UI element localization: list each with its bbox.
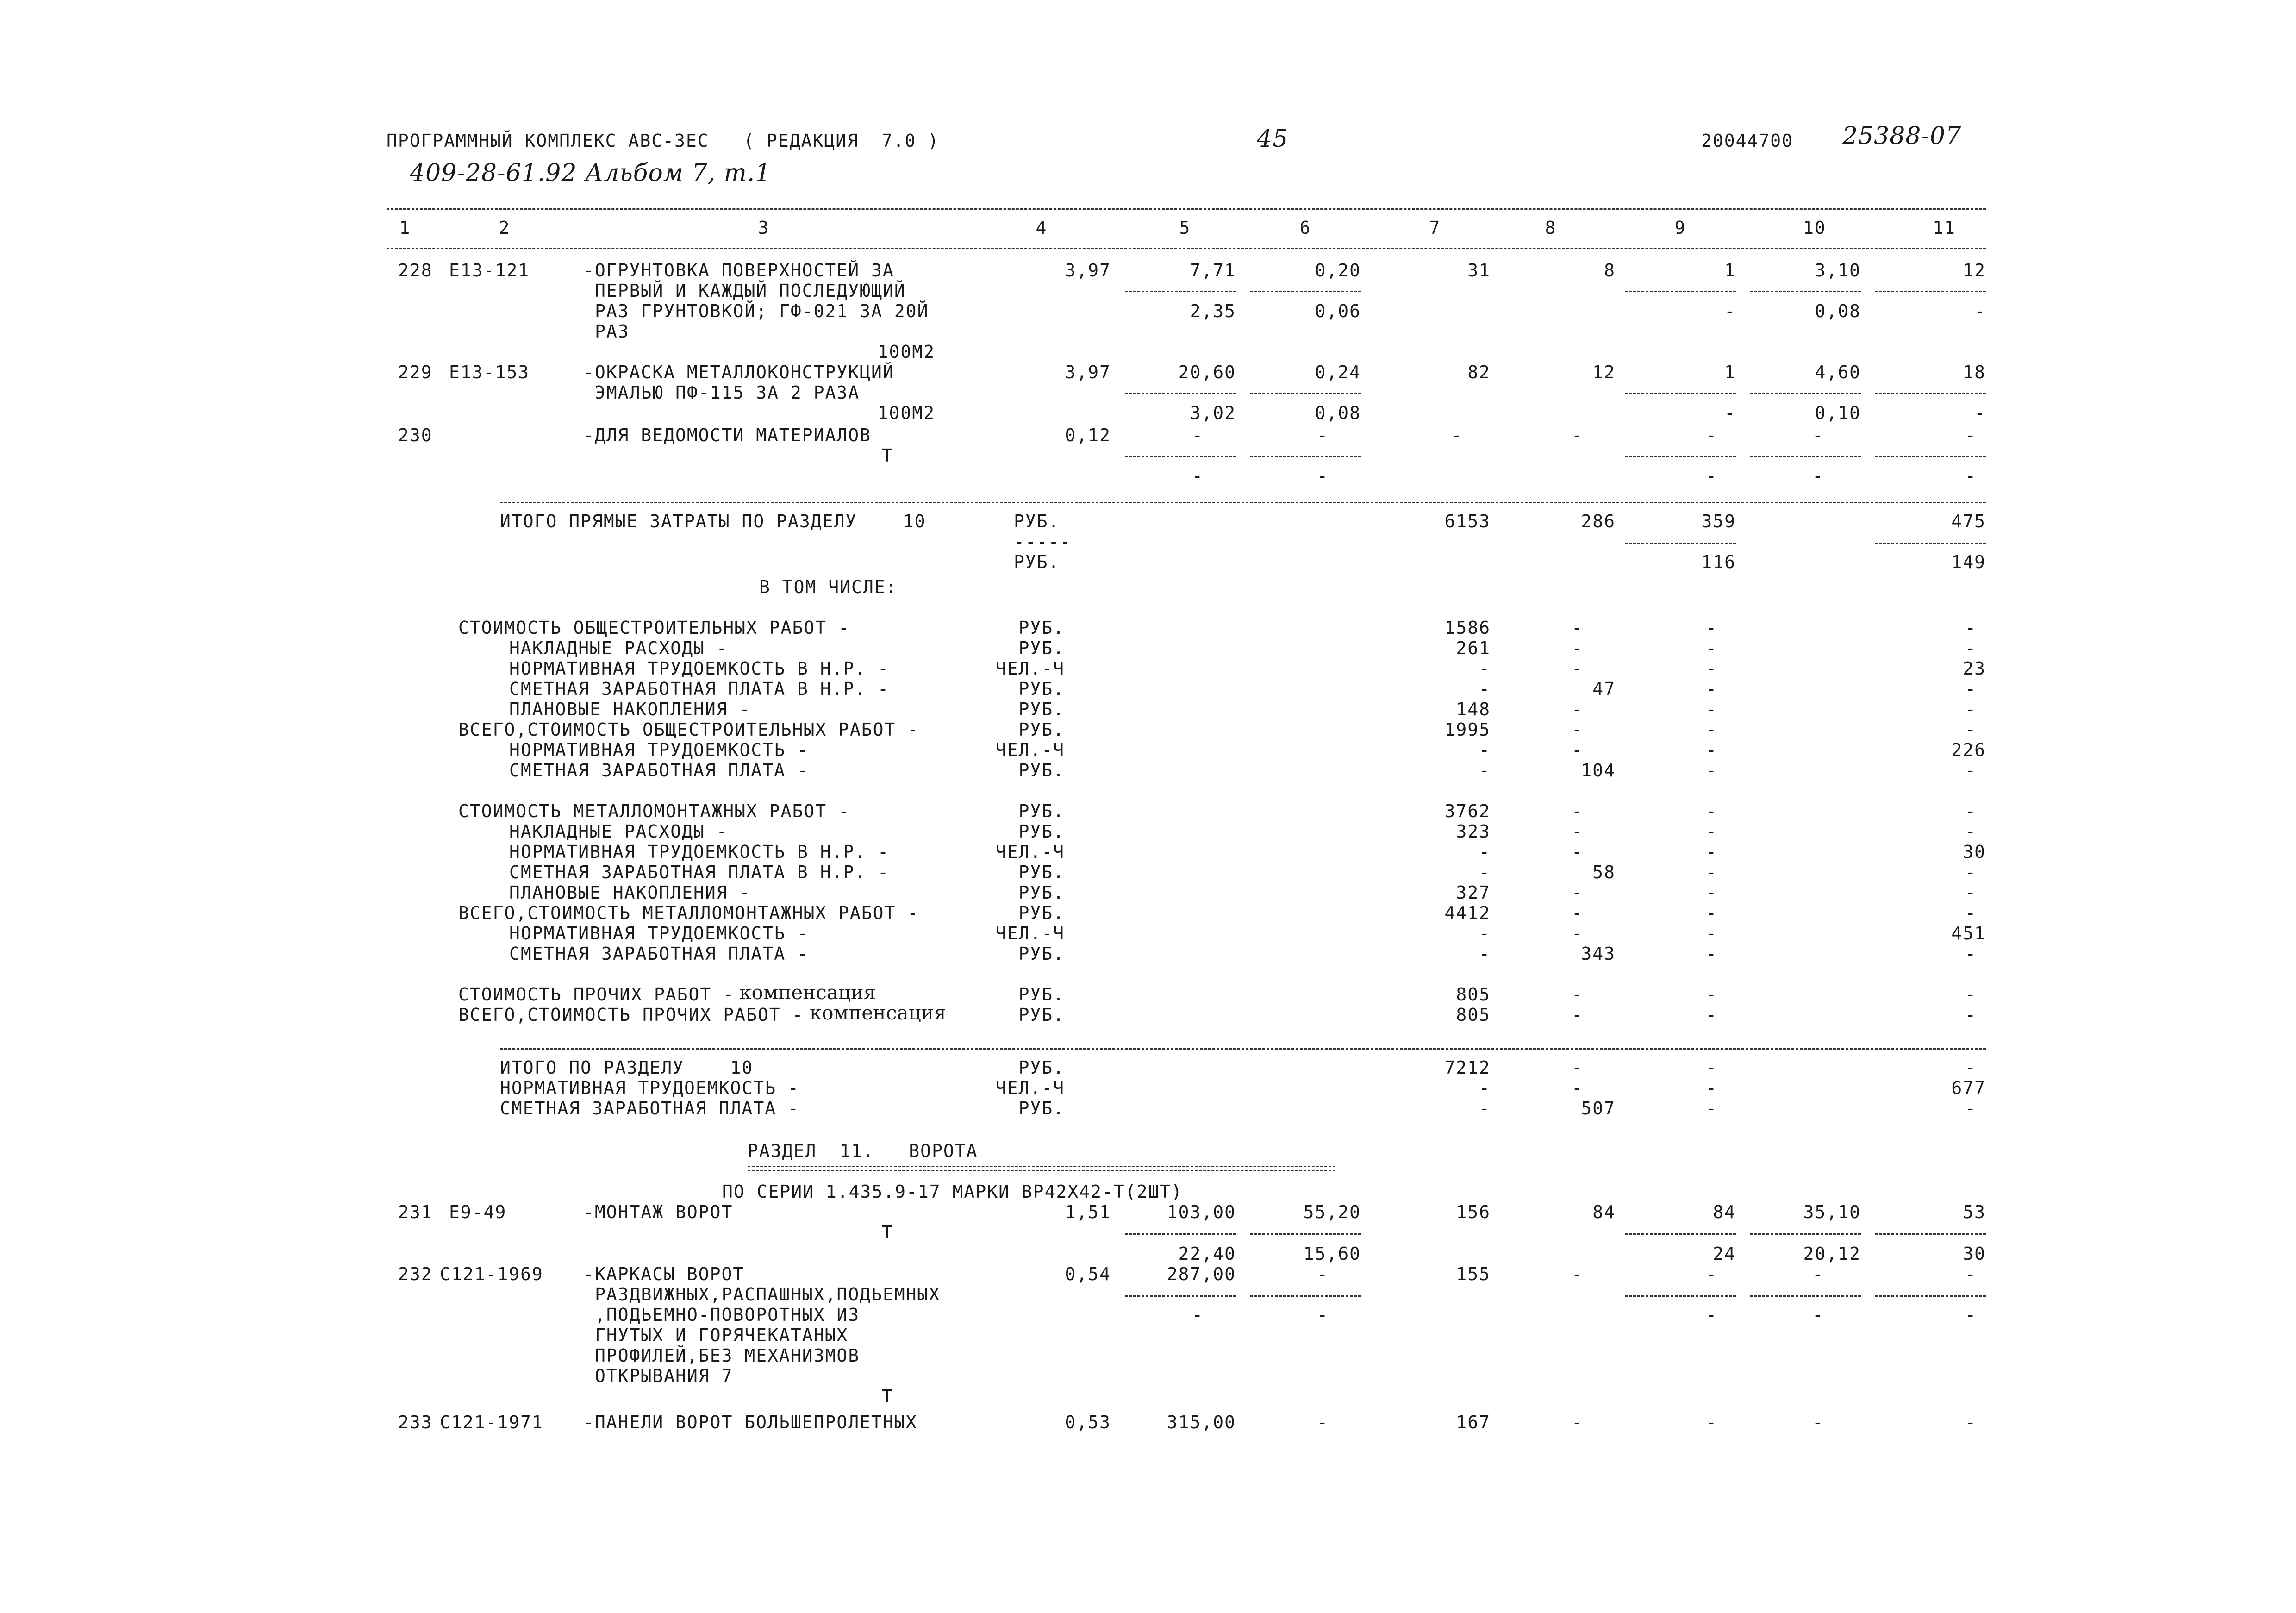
measure-unit: РУБ.	[1018, 1098, 1065, 1119]
total-cost: 4412	[1444, 903, 1491, 923]
subtotal-rule	[1750, 291, 1861, 292]
document-number: 25388-07	[1842, 122, 1962, 150]
total-cost: 805	[1456, 1005, 1491, 1025]
subtotal-rule	[1625, 1233, 1736, 1235]
total-cost: 31	[1467, 260, 1491, 281]
machine-wages: -	[1706, 466, 1717, 486]
header-bottom-rule	[387, 248, 1986, 249]
series-line: ПО СЕРИИ 1.435.9-17 МАРКИ ВР42Х42-Т(2ШТ)	[722, 1182, 1183, 1202]
measure-unit: ЧЕЛ.-Ч	[995, 923, 1065, 944]
labour-total: 30	[1963, 842, 1986, 862]
direct-costs-label: ИТОГО ПРЯМЫЕ ЗАТРАТЫ ПО РАЗДЕЛУ 10	[500, 511, 926, 531]
rate-code: E9-49	[449, 1202, 507, 1222]
total-wages: -	[1572, 903, 1583, 923]
total-cost: -	[1479, 944, 1491, 964]
measure-unit: Т	[882, 1386, 893, 1407]
labour-total: -	[1965, 1264, 1977, 1284]
summary-label: СТОИМОСТЬ ОБЩЕСТРОИТЕЛЬНЫХ РАБОТ -	[458, 618, 850, 638]
labour-unit-machines: -	[1812, 466, 1824, 486]
unit-price-wages: -	[1192, 466, 1204, 486]
labour-total: 677	[1951, 1078, 1986, 1098]
subtotal-rule	[1750, 456, 1861, 457]
unit-price-wages: -	[1192, 1305, 1204, 1325]
work-description-line: ГНУТЫХ И ГОРЯЧЕКАТАНЫХ	[595, 1325, 849, 1345]
total-machines: 84	[1713, 1202, 1736, 1222]
total-machines: 359	[1701, 511, 1736, 531]
subtotal-rule	[1625, 1295, 1736, 1297]
total-wages: -	[1572, 658, 1583, 679]
work-description-line: РАЗДВИЖНЫХ,РАСПАШНЫХ,ПОДЬЕМНЫХ	[595, 1284, 941, 1305]
summary-label: ВСЕГО,СТОИМОСТЬ ОБЩЕСТРОИТЕЛЬНЫХ РАБОТ -	[458, 719, 919, 740]
unit-price-wages: 2,35	[1190, 301, 1236, 321]
total-machines: -	[1706, 944, 1717, 964]
total-wages: 12	[1592, 362, 1616, 382]
labour-unit: 35,10	[1803, 1202, 1861, 1222]
measure-unit: РУБ.	[1018, 984, 1065, 1005]
measure-unit: РУБ.	[1018, 882, 1065, 903]
summary-label: НАКЛАДНЫЕ РАСХОДЫ -	[509, 821, 728, 842]
total-wages: -	[1572, 699, 1583, 719]
labour-unit-machines: 0,10	[1815, 403, 1861, 423]
total-cost: 805	[1456, 984, 1491, 1005]
labour-unit: -	[1812, 1412, 1824, 1432]
total-wages: -	[1572, 1412, 1583, 1432]
row-number: 233	[398, 1412, 433, 1432]
total-cost: -	[1479, 923, 1491, 944]
page-number: 45	[1257, 125, 1289, 153]
subtotal-rule	[1750, 393, 1861, 394]
unit-price-machine-wages: -	[1317, 466, 1329, 486]
total-cost: 323	[1456, 821, 1491, 842]
unit-price-machines: -	[1317, 425, 1329, 445]
total-machines: 1	[1724, 260, 1736, 281]
total-cost: -	[1479, 679, 1491, 699]
currency-unit: РУБ.	[1014, 552, 1060, 572]
measure-unit: РУБ.	[1018, 638, 1065, 658]
measure-unit: ЧЕЛ.-Ч	[995, 740, 1065, 760]
unit-price-machines: 55,20	[1303, 1202, 1361, 1222]
total-wages: -	[1572, 801, 1583, 821]
total-machines: -	[1706, 658, 1717, 679]
total-wages: 343	[1581, 944, 1616, 964]
work-description: -ПАНЕЛИ ВОРОТ БОЛЬШЕПРОЛЕТНЫХ	[583, 1412, 917, 1432]
subtotal-rule	[1625, 543, 1736, 544]
labour-total: -	[1965, 618, 1977, 638]
measure-unit: Т	[882, 445, 893, 466]
measure-unit: РУБ.	[1018, 760, 1065, 781]
summary-label: НОРМАТИВНАЯ ТРУДОЕМКОСТЬ -	[509, 740, 809, 760]
summary-label: ВСЕГО,СТОИМОСТЬ МЕТАЛЛОМОНТАЖНЫХ РАБОТ -	[458, 903, 919, 923]
total-wages: -	[1572, 740, 1583, 760]
work-description: -ОКРАСКА МЕТАЛЛОКОНСТРУКЦИЙ	[583, 362, 894, 382]
total-machines: -	[1706, 1098, 1717, 1119]
total-wages: -	[1572, 984, 1583, 1005]
subtotal-rule	[1250, 393, 1361, 394]
column-header: 4	[1036, 218, 1048, 238]
summary-label: НОРМАТИВНАЯ ТРУДОЕМКОСТЬ -	[500, 1078, 799, 1098]
total-machines: 1	[1724, 362, 1736, 382]
subtotal-rule	[1625, 291, 1736, 292]
quantity: 0,12	[1065, 425, 1111, 445]
total-cost: -	[1479, 1098, 1491, 1119]
total-wages: -	[1572, 882, 1583, 903]
column-header: 7	[1429, 218, 1441, 238]
subtotal-rule	[1875, 456, 1986, 457]
unit-price: 7,71	[1190, 260, 1236, 281]
labour-total: -	[1965, 821, 1977, 842]
total-cost: -	[1479, 1078, 1491, 1098]
summary-label: ПЛАНОВЫЕ НАКОПЛЕНИЯ -	[509, 882, 751, 903]
currency-unit: РУБ.	[1014, 511, 1060, 531]
subtotal-rule	[1125, 1295, 1236, 1297]
total-cost: 167	[1456, 1412, 1491, 1432]
total-machines: -	[1706, 903, 1717, 923]
measure-unit: ЧЕЛ.-Ч	[995, 658, 1065, 679]
row-number: 231	[398, 1202, 433, 1222]
work-description-line: ПРОФИЛЕЙ,БЕЗ МЕХАНИЗМОВ	[595, 1345, 860, 1366]
summary-label: СТОИМОСТЬ ПРОЧИХ РАБОТ -	[458, 984, 735, 1005]
labour-total: -	[1965, 679, 1977, 699]
row-number: 232	[398, 1264, 433, 1284]
labour-total-machines: -	[1974, 301, 1986, 321]
total-machines: -	[1706, 425, 1717, 445]
subtotal-rule	[1125, 393, 1236, 394]
measure-unit: РУБ.	[1018, 1005, 1065, 1025]
subtotal-rule	[1625, 393, 1736, 394]
labour-total-machines: -	[1965, 1305, 1977, 1325]
labour-total: -	[1965, 699, 1977, 719]
work-description: -ОГРУНТОВКА ПОВЕРХНОСТЕЙ ЗА	[583, 260, 894, 281]
unit-price: 20,60	[1178, 362, 1236, 382]
labour-unit-machines: 20,12	[1803, 1244, 1861, 1264]
labour-total-machines: -	[1965, 466, 1977, 486]
labour-total: -	[1965, 1005, 1977, 1025]
measure-unit: РУБ.	[1018, 862, 1065, 882]
labour-total: -	[1965, 638, 1977, 658]
total-wages: -	[1572, 1057, 1583, 1078]
column-header: 6	[1299, 218, 1311, 238]
column-header: 8	[1545, 218, 1557, 238]
unit-price-wages: 3,02	[1190, 403, 1236, 423]
machine-wages: -	[1706, 1305, 1717, 1325]
subtotal-rule	[1250, 1233, 1361, 1235]
total-machines: -	[1706, 719, 1717, 740]
row-number: 229	[398, 362, 433, 382]
measure-unit: РУБ.	[1018, 801, 1065, 821]
unit-price: 315,00	[1167, 1412, 1236, 1432]
subtotal-rule	[1250, 1295, 1361, 1297]
labour-total: 451	[1951, 923, 1986, 944]
total-machines: -	[1706, 801, 1717, 821]
labour-unit: -	[1812, 1264, 1824, 1284]
subtotal-rule	[1875, 393, 1986, 394]
total-machines: -	[1706, 984, 1717, 1005]
total-machines: -	[1706, 1078, 1717, 1098]
labour-total: -	[1965, 1057, 1977, 1078]
rate-code: E13-121	[449, 260, 530, 281]
labour-total: -	[1965, 719, 1977, 740]
subtotal-rule	[1625, 456, 1736, 457]
measure-unit: РУБ.	[1018, 821, 1065, 842]
total-cost: -	[1479, 760, 1491, 781]
labour-total: 23	[1963, 658, 1986, 679]
unit-price-machines: 0,24	[1315, 362, 1361, 382]
summary-label: СМЕТНАЯ ЗАРАБОТНАЯ ПЛАТА -	[509, 944, 809, 964]
work-description-line: ПЕРВЫЙ И КАЖДЫЙ ПОСЛЕДУЮЩИЙ	[595, 281, 906, 301]
subtotal-rule	[1125, 291, 1236, 292]
subtotal-rule	[1875, 291, 1986, 292]
section-title: РАЗДЕЛ 11. ВОРОТА	[748, 1141, 978, 1161]
machine-wages: -	[1724, 403, 1736, 423]
work-description-line: РАЗ	[595, 321, 630, 342]
labour-total-machines: 149	[1951, 552, 1986, 572]
work-description: -ДЛЯ ВЕДОМОСТИ МАТЕРИАЛОВ	[583, 425, 871, 445]
labour-total: 475	[1951, 511, 1986, 531]
total-machines: -	[1706, 821, 1717, 842]
unit-price: 103,00	[1167, 1202, 1236, 1222]
measure-unit: РУБ.	[1018, 1057, 1065, 1078]
unit-price-machine-wages: 15,60	[1303, 1244, 1361, 1264]
unit-separator: -----	[1014, 531, 1072, 552]
unit-price-machine-wages: 0,08	[1315, 403, 1361, 423]
total-wages: -	[1572, 1264, 1583, 1284]
including-heading: В ТОМ ЧИСЛЕ:	[759, 577, 898, 597]
total-wages: 47	[1592, 679, 1616, 699]
work-description-line: ,ПОДЬЕМНО-ПОВОРОТНЫХ ИЗ	[595, 1305, 860, 1325]
measure-unit: РУБ.	[1018, 944, 1065, 964]
labour-total: 226	[1951, 740, 1986, 760]
total-machines: -	[1706, 638, 1717, 658]
total-wages: 286	[1581, 511, 1616, 531]
total-cost: 82	[1467, 362, 1491, 382]
measure-unit: РУБ.	[1018, 903, 1065, 923]
summary-note: компенсация	[739, 981, 876, 1004]
labour-unit: -	[1812, 425, 1824, 445]
column-header: 1	[399, 218, 411, 238]
row-number: 228	[398, 260, 433, 281]
unit-price-machines: -	[1317, 1412, 1329, 1432]
measure-unit: РУБ.	[1018, 699, 1065, 719]
labour-total: -	[1965, 801, 1977, 821]
work-description: -МОНТАЖ ВОРОТ	[583, 1202, 733, 1222]
labour-total: -	[1965, 425, 1977, 445]
labour-total: -	[1965, 1412, 1977, 1432]
total-wages: -	[1572, 821, 1583, 842]
subtotal-rule	[1875, 1233, 1986, 1235]
summary-label: ВСЕГО,СТОИМОСТЬ ПРОЧИХ РАБОТ -	[458, 1005, 804, 1025]
column-header: 9	[1674, 218, 1686, 238]
subtotal-rule	[1875, 543, 1986, 544]
album-reference: 409-28-61.92 Альбом 7, т.1	[410, 159, 771, 187]
labour-unit-machines: -	[1812, 1305, 1824, 1325]
summary-label: НОРМАТИВНАЯ ТРУДОЕМКОСТЬ В Н.Р. -	[509, 658, 889, 679]
total-wages: -	[1572, 842, 1583, 862]
column-header: 5	[1179, 218, 1191, 238]
total-machines: -	[1706, 760, 1717, 781]
total-wages: -	[1572, 425, 1583, 445]
labour-total-machines: -	[1974, 403, 1986, 423]
total-machines: -	[1706, 1005, 1717, 1025]
total-cost: 1995	[1444, 719, 1491, 740]
summary-label: СМЕТНАЯ ЗАРАБОТНАЯ ПЛАТА В Н.Р. -	[509, 679, 889, 699]
rate-code: C121-1971	[440, 1412, 543, 1432]
labour-total: -	[1965, 903, 1977, 923]
subtotal-rule	[1750, 1233, 1861, 1235]
total-cost: -	[1479, 862, 1491, 882]
section-rule	[500, 502, 1986, 503]
summary-label: НАКЛАДНЫЕ РАСХОДЫ -	[509, 638, 728, 658]
total-cost: 327	[1456, 882, 1491, 903]
unit-price: -	[1192, 425, 1204, 445]
total-wages: -	[1572, 1078, 1583, 1098]
quantity: 3,97	[1065, 260, 1111, 281]
total-machines: -	[1706, 882, 1717, 903]
quantity: 1,51	[1065, 1202, 1111, 1222]
summary-note: компенсация	[810, 1001, 947, 1024]
total-wages: 84	[1592, 1202, 1616, 1222]
measure-unit: РУБ.	[1018, 719, 1065, 740]
unit-price-machines: 0,20	[1315, 260, 1361, 281]
column-header: 3	[758, 218, 770, 238]
column-header: 2	[499, 218, 511, 238]
total-machines: -	[1706, 618, 1717, 638]
work-description-line: ЭМАЛЬЮ ПФ-115 ЗА 2 РАЗА	[595, 382, 860, 403]
section-rule	[500, 1048, 1986, 1050]
total-cost: -	[1479, 658, 1491, 679]
quantity: 3,97	[1065, 362, 1111, 382]
total-machines: -	[1706, 862, 1717, 882]
labour-unit: 3,10	[1815, 260, 1861, 281]
labour-total: -	[1965, 1098, 1977, 1119]
total-wages: 507	[1581, 1098, 1616, 1119]
total-machines: -	[1706, 1412, 1717, 1432]
total-wages: -	[1572, 618, 1583, 638]
subtotal-rule	[1250, 291, 1361, 292]
total-cost: 155	[1456, 1264, 1491, 1284]
unit-price-machines: -	[1317, 1264, 1329, 1284]
quantity: 0,54	[1065, 1264, 1111, 1284]
measure-unit: 100М2	[877, 342, 935, 362]
section-title-underline	[748, 1166, 1335, 1171]
labour-total-machines: 30	[1963, 1244, 1986, 1264]
column-header: 10	[1803, 218, 1826, 238]
total-cost: -	[1479, 842, 1491, 862]
measure-unit: 100М2	[877, 403, 935, 423]
machine-wages: -	[1724, 301, 1736, 321]
rate-code: E13-153	[449, 362, 530, 382]
total-machines: -	[1706, 923, 1717, 944]
total-wages: 58	[1592, 862, 1616, 882]
total-machines: -	[1706, 1057, 1717, 1078]
unit-price-machine-wages: 0,06	[1315, 301, 1361, 321]
labour-total: 12	[1963, 260, 1986, 281]
total-wages: -	[1572, 923, 1583, 944]
summary-label: НОРМАТИВНАЯ ТРУДОЕМКОСТЬ В Н.Р. -	[509, 842, 889, 862]
summary-label: СМЕТНАЯ ЗАРАБОТНАЯ ПЛАТА -	[500, 1098, 799, 1119]
total-cost: 148	[1456, 699, 1491, 719]
labour-total: -	[1965, 984, 1977, 1005]
unit-price-wages: 22,40	[1178, 1244, 1236, 1264]
labour-total: -	[1965, 862, 1977, 882]
total-cost: 7212	[1444, 1057, 1491, 1078]
summary-label: ИТОГО ПО РАЗДЕЛУ 10	[500, 1057, 754, 1078]
subtotal-rule	[1125, 1233, 1236, 1235]
labour-unit: 4,60	[1815, 362, 1861, 382]
column-header: 11	[1933, 218, 1956, 238]
work-description-line: ОТКРЫВАНИЯ 7	[595, 1366, 733, 1386]
measure-unit: РУБ.	[1018, 679, 1065, 699]
work-description: -КАРКАСЫ ВОРОТ	[583, 1264, 745, 1284]
labour-total: -	[1965, 760, 1977, 781]
header-top-rule	[387, 208, 1986, 210]
total-cost: 3762	[1444, 801, 1491, 821]
total-wages: 8	[1604, 260, 1616, 281]
machine-wages: 116	[1701, 552, 1736, 572]
subtotal-rule	[1125, 456, 1236, 457]
row-number: 230	[398, 425, 433, 445]
summary-label: СМЕТНАЯ ЗАРАБОТНАЯ ПЛАТА -	[509, 760, 809, 781]
quantity: 0,53	[1065, 1412, 1111, 1432]
total-cost: -	[1479, 740, 1491, 760]
summary-label: СМЕТНАЯ ЗАРАБОТНАЯ ПЛАТА В Н.Р. -	[509, 862, 889, 882]
total-machines: -	[1706, 740, 1717, 760]
measure-unit: ЧЕЛ.-Ч	[995, 1078, 1065, 1098]
program-title: ПРОГРАММНЫЙ КОМПЛЕКС АВС-3ЕС ( РЕДАКЦИЯ 7.0 )	[387, 131, 940, 151]
total-cost: 1586	[1444, 618, 1491, 638]
labour-unit-machines: 0,08	[1815, 301, 1861, 321]
measure-unit: ЧЕЛ.-Ч	[995, 842, 1065, 862]
total-wages: -	[1572, 638, 1583, 658]
unit-price-machine-wages: -	[1317, 1305, 1329, 1325]
total-cost: 156	[1456, 1202, 1491, 1222]
total-wages: -	[1572, 719, 1583, 740]
labour-total: 18	[1963, 362, 1986, 382]
unit-price: 287,00	[1167, 1264, 1236, 1284]
measure-unit: РУБ.	[1018, 618, 1065, 638]
measure-unit: Т	[882, 1222, 893, 1243]
rate-code: C121-1969	[440, 1264, 543, 1284]
print-code: 20044700	[1701, 131, 1794, 151]
total-machines: -	[1706, 842, 1717, 862]
total-wages: 104	[1581, 760, 1616, 781]
total-cost: -	[1451, 425, 1463, 445]
total-machines: -	[1706, 679, 1717, 699]
total-wages: -	[1572, 1005, 1583, 1025]
subtotal-rule	[1875, 1295, 1986, 1297]
labour-total: -	[1965, 882, 1977, 903]
total-machines: -	[1706, 1264, 1717, 1284]
labour-total: 53	[1963, 1202, 1986, 1222]
labour-total: -	[1965, 944, 1977, 964]
total-machines: -	[1706, 699, 1717, 719]
subtotal-rule	[1250, 456, 1361, 457]
summary-label: СТОИМОСТЬ МЕТАЛЛОМОНТАЖНЫХ РАБОТ -	[458, 801, 850, 821]
summary-label: ПЛАНОВЫЕ НАКОПЛЕНИЯ -	[509, 699, 751, 719]
total-cost: 6153	[1444, 511, 1491, 531]
work-description-line: РАЗ ГРУНТОВКОЙ; ГФ-021 ЗА 20Й	[595, 301, 929, 321]
summary-label: НОРМАТИВНАЯ ТРУДОЕМКОСТЬ -	[509, 923, 809, 944]
subtotal-rule	[1750, 1295, 1861, 1297]
machine-wages: 24	[1713, 1244, 1736, 1264]
total-cost: 261	[1456, 638, 1491, 658]
